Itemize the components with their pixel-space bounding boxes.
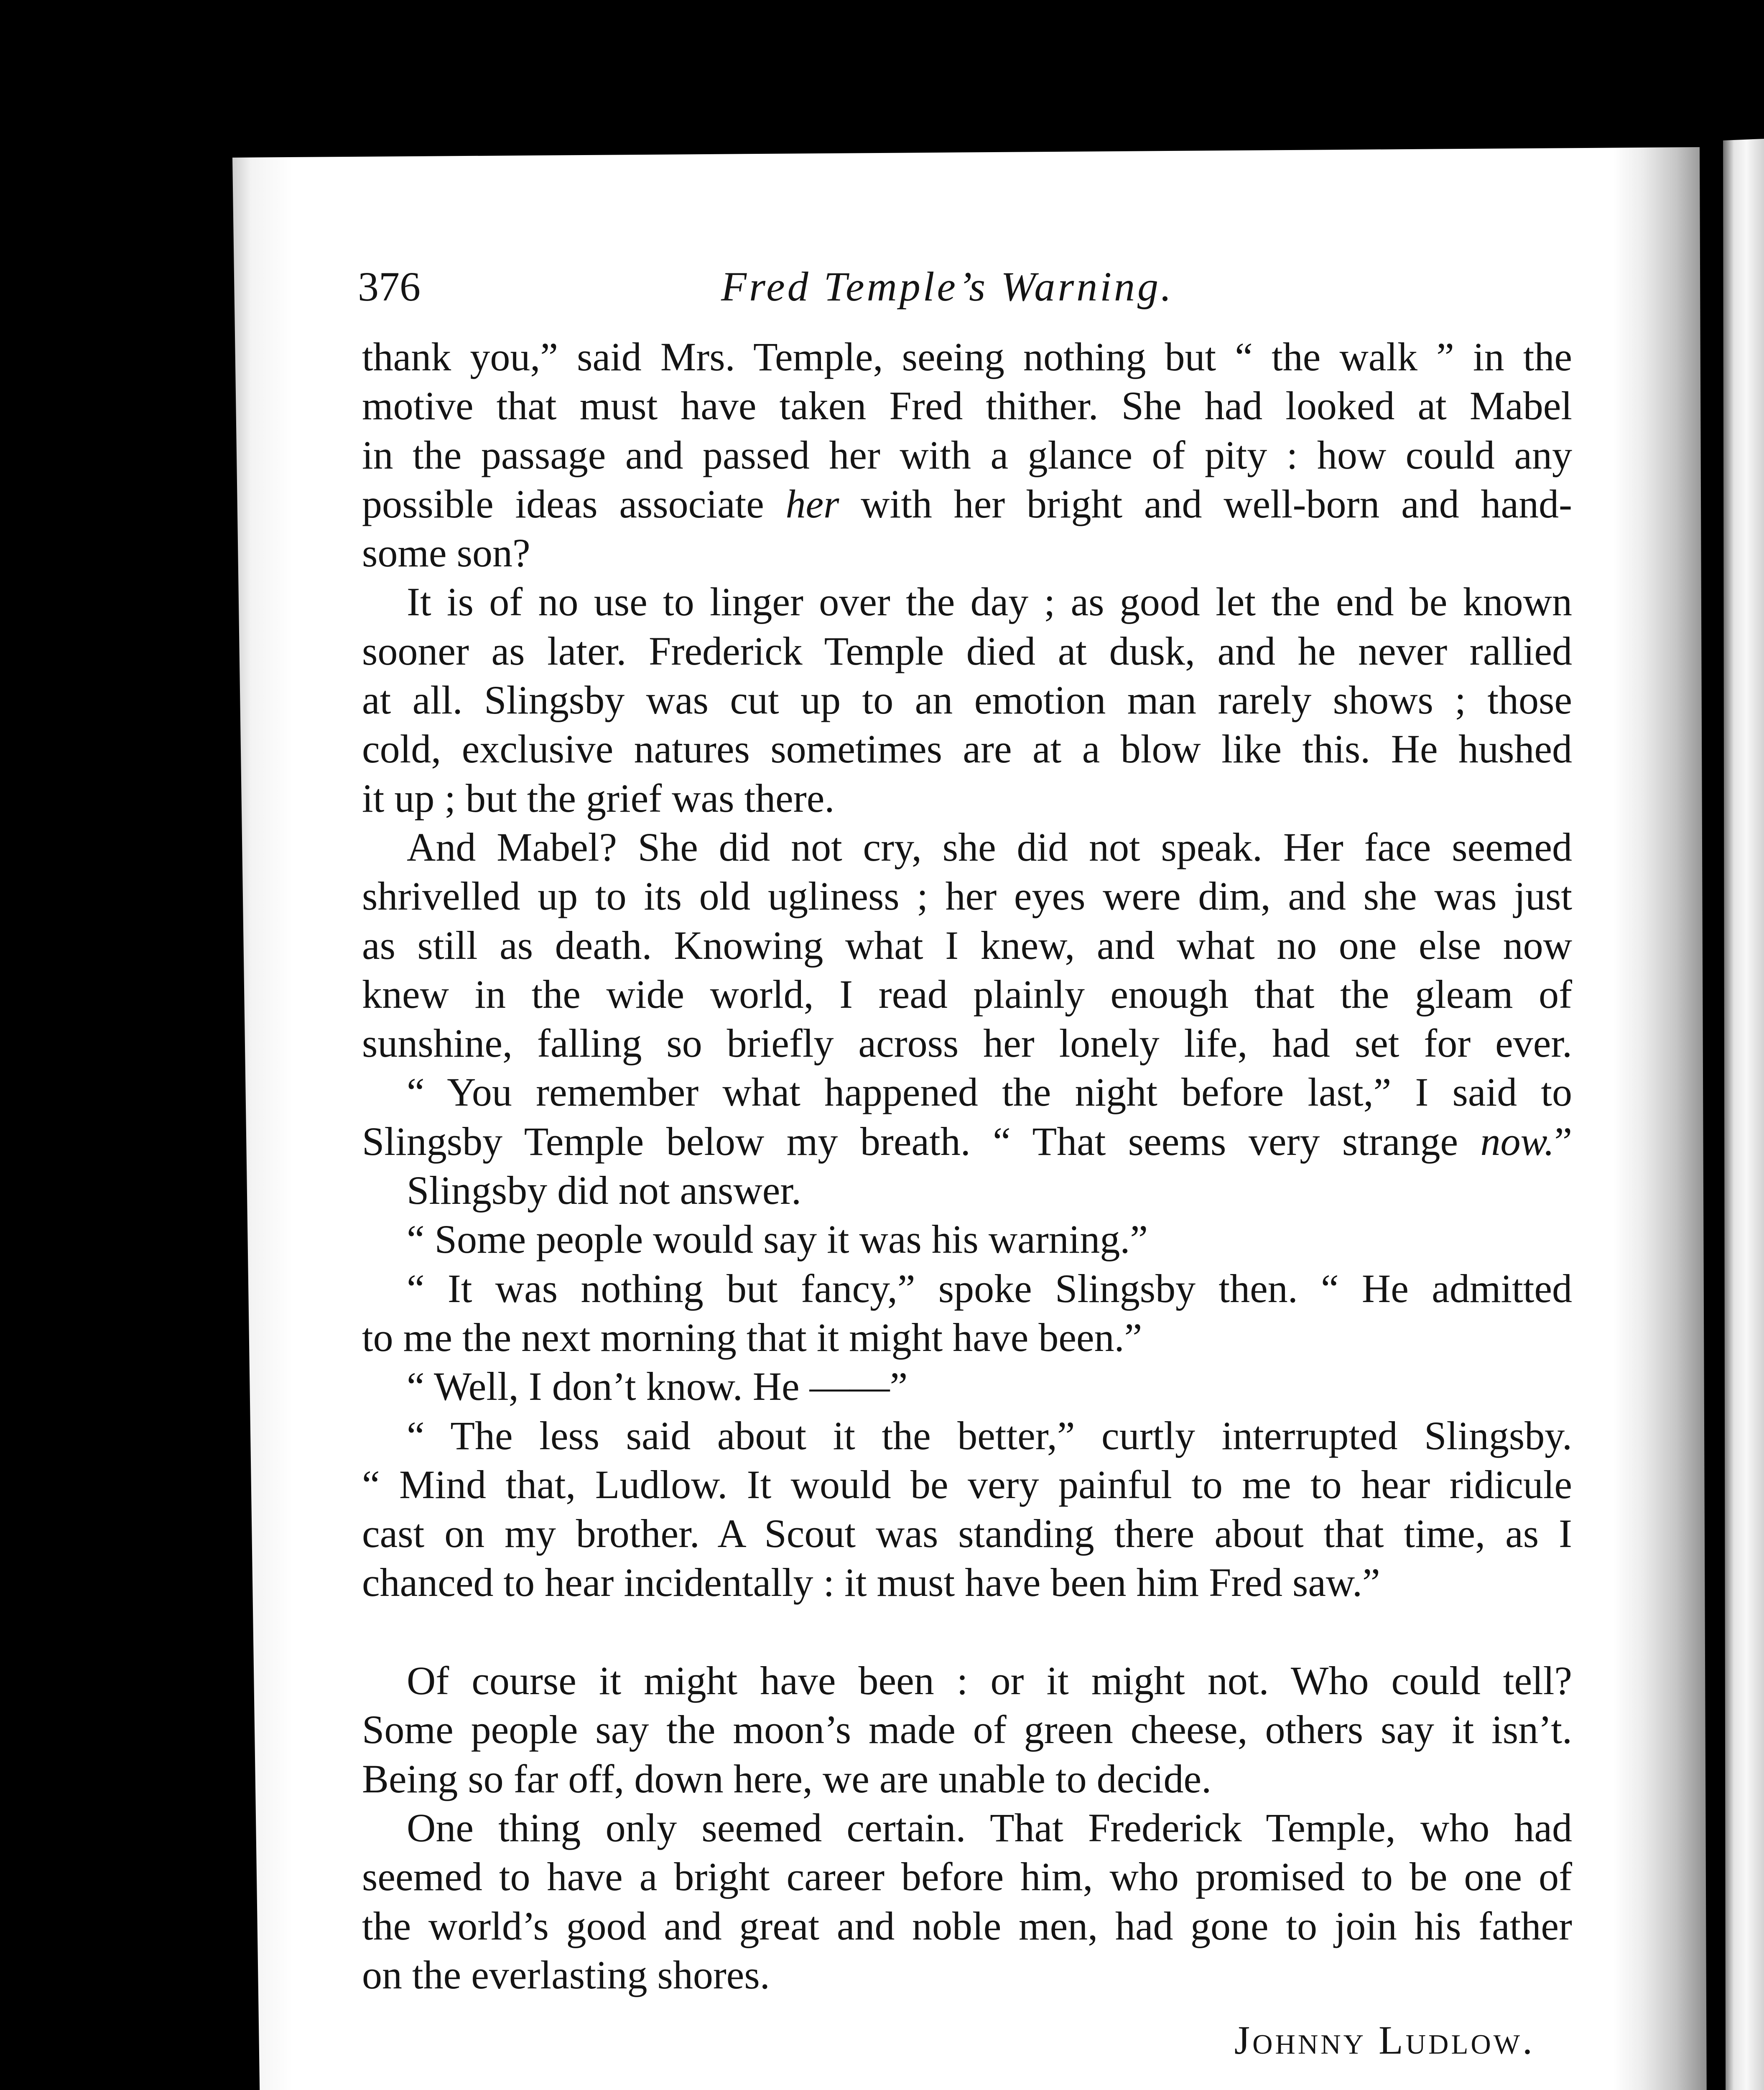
italic-text: now. <box>1480 1119 1555 1164</box>
text-line: sunshine, falling so briefly across her lonely life, had set for ever. <box>362 1021 1572 1066</box>
text-segment: with her bright and well-born and hand- <box>839 481 1572 526</box>
text-line: shrivelled up to its old ugliness ; her eyes were dim, and she was just <box>362 874 1572 919</box>
text-segment: possible ideas associate <box>362 481 786 526</box>
text-line: It is of no use to linger over the day ; as good let the end be known <box>407 579 1572 624</box>
text-line: some son? <box>362 530 530 576</box>
paragraph <box>362 1264 1572 1362</box>
text-line: Of course it might have been : or it might not. Who could tell? <box>407 1658 1572 1703</box>
text-line: thank you,” said Mrs. Temple, seeing nothing but “ the walk ” in the <box>362 334 1572 379</box>
paragraph <box>362 1656 1572 1803</box>
paragraph <box>362 577 1572 822</box>
text-line: in the passage and passed her with a glance of pity : how could any <box>362 432 1572 477</box>
text-line: chanced to hear incidentally : it must have been him Fred saw.” <box>362 1560 1380 1605</box>
text-segment: Slingsby Temple below my breath. “ That seems very strange <box>362 1119 1481 1164</box>
italic-text: her <box>785 481 839 526</box>
body-text <box>362 332 1572 1999</box>
page-number: 376 <box>358 263 421 310</box>
paragraph <box>362 1411 1572 1607</box>
text-line: knew in the wide world, I read plainly enough that the gleam of <box>362 971 1572 1017</box>
text-line: cold, exclusive natures sometimes are at a blow like this. He hushed <box>362 726 1572 772</box>
text-line: “ Mind that, Ludlow. It would be very painful to me to hear ridicule <box>362 1462 1572 1507</box>
text-line: One thing only seemed certain. That Frederick Temple, who had <box>407 1805 1572 1850</box>
text-line: seemed to have a bright career before him, who promised to be one of <box>362 1854 1572 1899</box>
text-segment: ” <box>1554 1119 1572 1164</box>
text-line: “ It was nothing but fancy,” spoke Slingsby then. “ He admitted <box>407 1266 1572 1311</box>
text-line: Some people say the moon’s made of green cheese, others say it isn’t. <box>362 1707 1572 1752</box>
paragraph <box>362 1803 1572 1999</box>
text-line: “ Well, I don’t know. He ——” <box>407 1364 908 1409</box>
paragraph <box>362 1362 1572 1411</box>
text-line: And Mabel? She did not cry, she did not speak. Her face seemed <box>407 824 1572 869</box>
text-line: “ You remember what happened the night before last,” I said to <box>407 1070 1572 1115</box>
text-line: “ Some people would say it was his warning.” <box>407 1217 1148 1262</box>
paragraph <box>362 1166 1572 1215</box>
text-line: Being so far off, down here, we are unable to decide. <box>362 1756 1212 1801</box>
text-line: to me the next morning that it might have been.” <box>362 1315 1142 1360</box>
text-line: on the everlasting shores. <box>362 1952 770 1997</box>
paragraph <box>362 332 1572 577</box>
paragraph <box>362 1215 1572 1264</box>
author-signature: Johnny Ludlow. <box>1234 2018 1535 2062</box>
text-line: cast on my brother. A Scout was standing there about that time, as I <box>362 1511 1572 1556</box>
text-line: as still as death. Knowing what I knew, and what no one else now <box>362 923 1572 968</box>
text-line: Slingsby did not answer. <box>407 1168 802 1213</box>
text-line: at all. Slingsby was cut up to an emotion man rarely shows ; those <box>362 678 1572 723</box>
paragraph <box>362 1068 1572 1166</box>
paragraph <box>362 823 1572 1068</box>
text-line: it up ; but the grief was there. <box>362 775 835 821</box>
text-line: motive that must have taken Fred thither. She had looked at Mabel <box>362 383 1572 428</box>
running-title: Fred Temple’s Warning. <box>721 263 1174 310</box>
text-line <box>362 1117 1572 1166</box>
text-line: “ The less said about it the better,” curtly interrupted Slingsby. <box>407 1413 1572 1458</box>
text-line <box>362 479 1572 528</box>
text-line: the world’s good and great and noble men, had gone to join his father <box>362 1903 1572 1948</box>
text-line: sooner as later. Frederick Temple died at dusk, and he never rallied <box>362 628 1572 673</box>
